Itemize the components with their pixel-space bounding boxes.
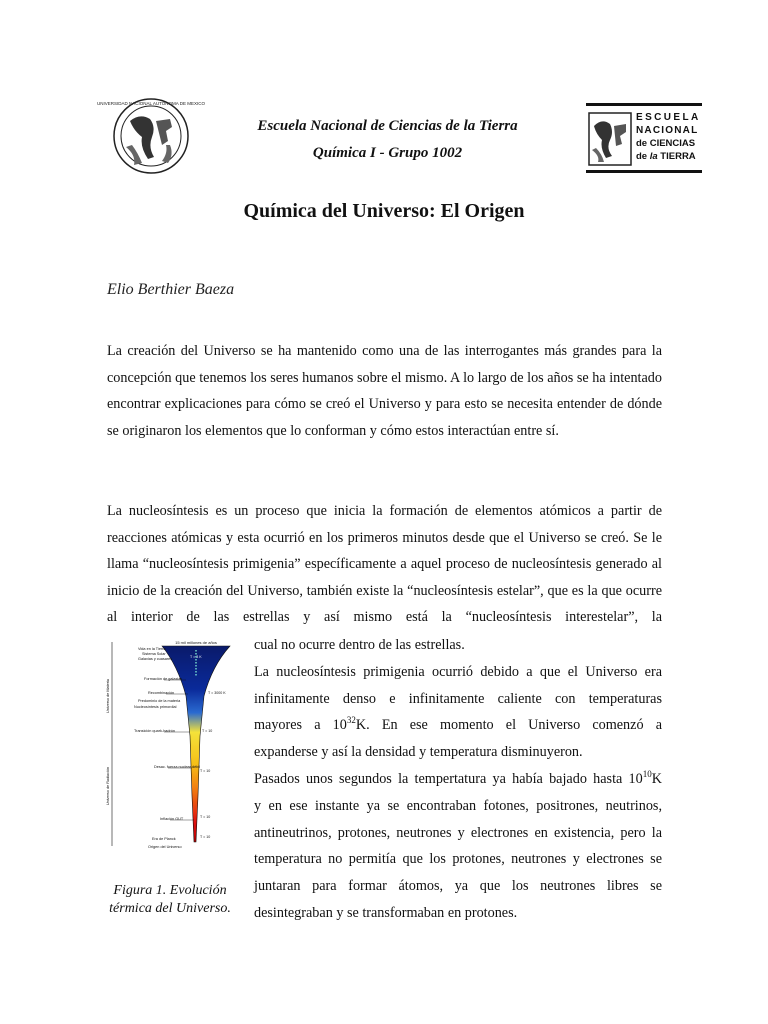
figure-label-nucleosynthesis: Nucleosíntesis primordial — [134, 705, 177, 709]
text-line-exponent-32 — [254, 712, 662, 739]
text-fragment: mayores a 10 — [254, 717, 347, 734]
enct-logo-la: la — [649, 151, 658, 162]
figure-axis-upper: Universo de Materia — [106, 679, 110, 713]
document-title: Química del Universo: El Origen — [243, 200, 525, 222]
header-course-group: Química I - Grupo 1002 — [312, 145, 463, 161]
text-line: y en ese instante ya se encontraban fotones, positrones, neutrinos, — [254, 797, 662, 814]
text-line: cual no ocurre dentro de las estrellas. — [254, 637, 465, 653]
figure-label-quark-hadron: Transición quark-hadrón — [134, 729, 176, 733]
figure-caption-line1: Figura 1. Evolución — [113, 883, 227, 898]
enct-emblem-icon — [588, 112, 632, 166]
thermal-evolution-figure — [104, 636, 240, 854]
figure-caption — [100, 882, 240, 918]
svg-text:UNIVERSIDAD NACIONAL AUTONOMA: UNIVERSIDAD NACIONAL AUTONOMA DE MEXICO — [96, 101, 206, 106]
text-line: infinitamente denso e infinitamente caliente con temperaturas — [254, 690, 662, 707]
enct-logo — [586, 103, 702, 173]
enct-logo-line3: de CIENCIAS — [636, 138, 696, 149]
enct-logo-de: de — [636, 151, 650, 162]
paragraph-intro: La creación del Universo se ha mantenido como una de las interrogantes más grandes para la concepción que tenemos los seres humanos sobre el mismo. A lo largo de los años se ha intentado encontrar explicaciones para cómo se creó el Universo y para esto se necesita entender de dónde se originaron los elementos que lo conforman y cómo estos interactúan entre sí. — [107, 343, 662, 439]
text-line: La nucleosíntesis primigenia ocurrió debido a que el Universo era — [254, 663, 662, 680]
text-line: desintegraban y se transformaban en protones. — [254, 904, 518, 921]
header-school-name: Escuela Nacional de Ciencias de la Tierra — [257, 118, 518, 134]
figure-axis-lower: Universo de Radiación — [106, 766, 110, 806]
text-fragment: K — [651, 770, 662, 787]
enct-logo-line2: NACIONAL — [636, 125, 699, 136]
figure-caption-line2: térmica del Universo. — [109, 901, 231, 916]
enct-logo-tierra: TIERRA — [657, 151, 696, 162]
figure-temp-3k: T = 3 K — [190, 655, 202, 659]
figure-temp-a: T = 10 — [202, 729, 213, 733]
figure-label-gut: Inflación GUT — [160, 817, 184, 821]
figure-label-solar-system: Sistema Solar — [142, 652, 166, 656]
enct-logo-line1: ESCUELA — [636, 112, 701, 123]
figure-label-matter: Predominio de la materia — [138, 699, 181, 703]
figure-label-weak-force: Desac. fuerza nuclear débil — [154, 765, 201, 769]
figure-label-galaxies: Galaxias y cuasares — [138, 657, 173, 661]
text-fragment: Pasados unos segundos la tempertatura ya había bajado hasta 10 — [254, 770, 643, 787]
enct-logo-text — [636, 111, 702, 163]
paragraph-nucleosynthesis: La nucleosíntesis es un proceso que inicia la formación de elementos atómicos a partir de reacciones atómicas y esta ocurrió en los primeros minutos desde que el Universo se creó. Se le llama “nucleosíntesis primigenia” específicamente a aquel proceso de nucleosíntesis generado al inicio de la creación del Universo, también existe la “nucleosíntesis estelar”, que es la que ocurre al interior de las estrellas y así mismo está la “nucleosíntesis interestelar”, la — [107, 503, 662, 625]
exponent: 32 — [346, 715, 356, 726]
right-column-text — [254, 632, 662, 927]
figure-label-life: Vida en la Tierra — [138, 647, 166, 651]
enct-logo-line4 — [636, 150, 702, 163]
text-line: juntaran para formar átomos, ya que los neutrones libres se — [254, 878, 662, 895]
figure-temp-3000k: T = 3000 K — [208, 691, 226, 695]
text-line: temperatura no permitía que los protones, neutrones y electrones se — [254, 851, 662, 868]
unam-seal-logo — [96, 97, 206, 175]
text-fragment: K. En ese momento el Universo comenzó a — [355, 717, 662, 734]
figure-label-recombination: Recombinación — [148, 691, 175, 695]
exponent: 10 — [642, 768, 652, 779]
figure-temp-c: T = 10 — [200, 815, 211, 819]
figure-top-label: 15 mil millones de años — [175, 640, 217, 645]
figure-temp-d: T = 10 — [200, 835, 211, 839]
figure-temp-b: T = 10 — [200, 769, 211, 773]
text-line: expanderse y así la densidad y temperatura disminuyeron. — [254, 744, 583, 761]
text-line: antineutrinos, protones, neutrones y electrones en existencia, pero la — [254, 824, 662, 841]
text-line-exponent-10 — [254, 766, 662, 793]
figure-label-planck: Era de Planck — [152, 837, 176, 841]
figure-label-galaxy-formation: Formación de galaxias — [144, 677, 183, 681]
figure-label-origin: Origen del Universo — [148, 845, 182, 849]
author-name: Elio Berthier Baeza — [107, 281, 235, 298]
